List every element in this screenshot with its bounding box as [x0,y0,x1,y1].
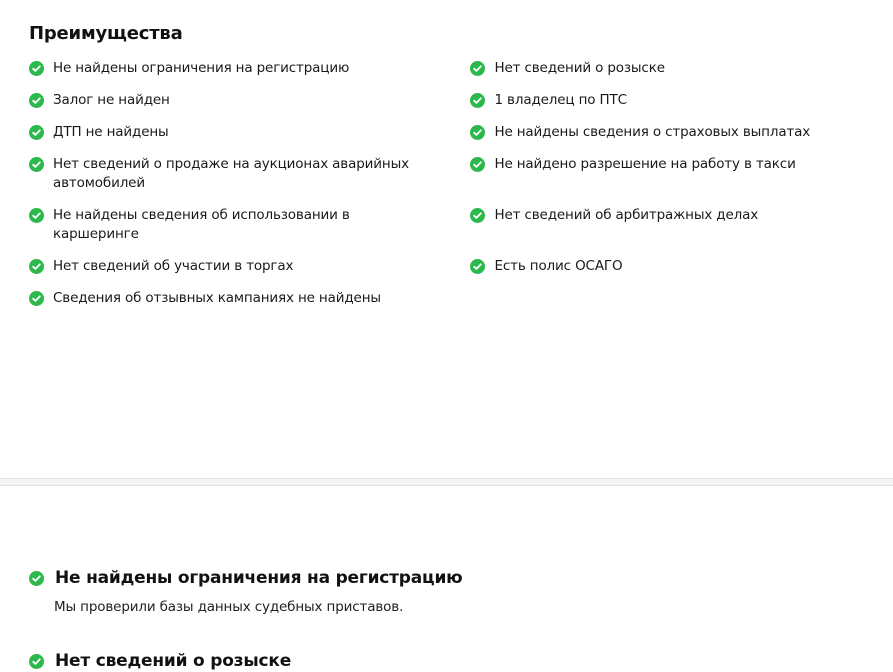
advantage-item [470,123,889,142]
check-circle-icon [29,208,44,223]
advantages-title: Преимущества [29,23,183,44]
advantage-label: Нет сведений о розыске [494,60,665,76]
advantage-label: Не найдено разрешение на работу в такси [494,156,796,172]
check-circle-icon [29,571,44,586]
advantage-item [470,257,889,276]
advantage-item [470,155,889,174]
check-circle-icon [29,654,44,669]
advantage-label: Не найдены ограничения на регистрацию [53,60,350,76]
advantage-label: Нет сведений об арбитражных делах [494,207,759,223]
advantage-item [470,206,889,225]
advantage-item [470,59,889,78]
check-circle-icon [29,157,44,172]
detail-title: Нет сведений о розыске [55,651,292,671]
check-circle-icon [470,208,485,223]
advantage-label: Залог не найден [53,92,170,108]
check-circle-icon [470,259,485,274]
detail-header [29,567,463,589]
check-circle-icon [470,125,485,140]
advantage-item [29,123,470,142]
advantage-item [470,91,889,110]
advantage-label: Не найдены сведения об использовании в каршеринге [53,207,350,242]
advantage-label: Сведения об отзывных кампаниях не найдены [53,290,381,306]
check-circle-icon [29,291,44,306]
advantage-label: Не найдены сведения о страховых выплатах [494,124,811,140]
advantages-left-column [29,59,470,321]
advantage-label: Есть полис ОСАГО [494,258,623,274]
check-circle-icon [470,93,485,108]
advantage-label: 1 владелец по ПТС [494,92,627,108]
detail-description: Мы проверили базы данных судебных приставов. [54,599,404,615]
advantage-label: ДТП не найдены [53,124,169,140]
advantage-item [29,91,470,110]
check-circle-icon [29,125,44,140]
advantage-item [29,59,470,78]
advantages-section [29,22,889,321]
advantage-item [29,257,470,276]
check-circle-icon [29,259,44,274]
section-divider [0,478,893,486]
advantage-item [29,289,470,308]
advantages-right-column [470,59,889,321]
detail-item [29,567,463,616]
check-circle-icon [29,61,44,76]
check-circle-icon [470,61,485,76]
check-circle-icon [470,157,485,172]
detail-item [29,650,291,672]
check-circle-icon [29,93,44,108]
advantages-columns [29,59,889,321]
advantage-item [29,155,470,193]
detail-header [29,650,291,672]
advantage-label: Нет сведений об участии в торгах [53,258,294,274]
advantage-item [29,206,470,244]
detail-title: Не найдены ограничения на регистрацию [55,568,463,588]
advantage-label: Нет сведений о продаже на аукционах аварийных автомобилей [53,156,409,191]
